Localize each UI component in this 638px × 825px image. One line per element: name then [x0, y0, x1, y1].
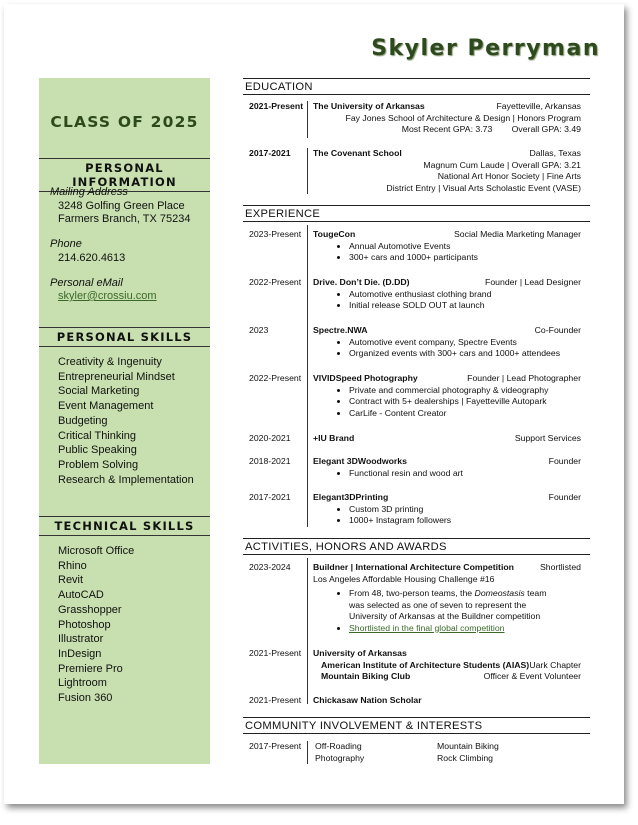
- list-item: Photoshop: [58, 618, 111, 631]
- role: Co-Founder: [534, 325, 581, 335]
- list-item: AutoCAD: [58, 589, 104, 602]
- interest-item: Off-Roading: [315, 741, 362, 751]
- interest-item: Photography: [315, 752, 365, 763]
- personal-skills-list: [58, 355, 194, 487]
- list-item: • Initial release SOLD OUT at launch: [349, 300, 581, 312]
- list-item: Fusion 360: [58, 692, 113, 705]
- education-detail: District Entry | Visual Arts Scholastic Event (VASE): [386, 182, 581, 193]
- education-detail: National Art Honor Society | Fine Arts: [437, 171, 581, 181]
- list-item: • CarLife - Content Creator: [349, 408, 581, 420]
- org-name: VIVIDSpeed Photography: [313, 373, 418, 383]
- activity-title: University of Arkansas: [313, 648, 407, 658]
- divider: [307, 101, 308, 138]
- email-label: Personal eMail: [50, 277, 123, 289]
- entry-date: 2023-2024: [249, 562, 291, 572]
- list-item: • Functional resin and wood art: [349, 468, 581, 480]
- address-line1: 3248 Golfing Green Place: [58, 200, 185, 212]
- entry-date: 2017-Present: [249, 741, 302, 751]
- list-item: Revit: [58, 574, 84, 587]
- sidebar: [39, 78, 210, 764]
- list-item: Problem Solving: [58, 458, 139, 471]
- school-location: Fayetteville, Arkansas: [496, 101, 581, 111]
- activity-role: Officer & Event Volunteer: [483, 671, 581, 681]
- list-item: • Organized events with 300+ cars and 1000+ attendees: [349, 348, 581, 360]
- experience-heading: EXPERIENCE: [243, 205, 590, 222]
- list-item: • 1000+ Instagram followers: [349, 515, 581, 527]
- education-detail: Fay Jones School of Architecture & Design | Honors Program: [345, 112, 581, 123]
- school-location: Dallas, Texas: [529, 148, 581, 158]
- activities-heading: ACTIVITIES, HONORS AND AWARDS: [243, 538, 590, 555]
- school-name: The Covenant School: [313, 148, 402, 158]
- list-item: InDesign: [58, 647, 102, 660]
- list-item: Critical Thinking: [58, 429, 137, 442]
- phone-number: 214.620.4613: [58, 252, 126, 264]
- interest-item: Rock Climbing: [437, 752, 494, 763]
- org-name: Drive. Don’t Die. (D.DD): [313, 277, 410, 287]
- list-item: • 300+ cars and 1000+ participants: [349, 252, 581, 264]
- personal-skills-heading: PERSONAL SKILLS: [39, 327, 210, 347]
- candidate-name: Skyler Perryman: [371, 36, 600, 61]
- entry-date: 2021-Present: [249, 695, 302, 705]
- entry-date: 2017-2021: [249, 148, 291, 158]
- bullet-text: team was selected as one of seven to represent the University of Arkansas at the Buildner competition: [349, 588, 547, 621]
- activities-divider: [307, 558, 308, 704]
- community-heading: COMMUNITY INVOLVEMENT & INTERESTS: [243, 717, 590, 734]
- role: Founder | Lead Designer: [485, 277, 581, 287]
- org-name: Elegant 3DWoodworks: [313, 456, 407, 466]
- entry-date: 2022-Present: [249, 277, 302, 287]
- list-item: • Contract with 5+ dealerships | Fayetteville Autopark: [349, 396, 581, 408]
- list-item: Premiere Pro: [58, 662, 123, 675]
- list-item: Budgeting: [58, 414, 108, 427]
- org-name: TougeCon: [313, 229, 356, 239]
- entry-date: 2020-2021: [249, 433, 291, 443]
- org-name: Elegant3DPrinting: [313, 492, 389, 502]
- activity-subtitle: American Institute of Architecture Students (AIAS): [321, 659, 530, 670]
- education-heading: EDUCATION: [243, 78, 590, 95]
- activity-subtitle: Mountain Biking Club: [321, 671, 411, 681]
- list-item: Microsoft Office: [58, 545, 135, 557]
- list-item: Research & Implementation: [58, 473, 194, 486]
- activity-status: Shortlisted: [539, 562, 581, 572]
- education-detail: Magnum Cum Laude | Overall GPA: 3.21: [423, 159, 581, 170]
- role: Founder: [548, 456, 581, 466]
- activity-title: Chickasaw Nation Scholar: [313, 695, 422, 705]
- list-item: Social Marketing: [58, 385, 140, 398]
- interest-item: Mountain Biking: [437, 741, 499, 751]
- class-title: CLASS OF 2025: [50, 113, 199, 131]
- entry-date: 2022-Present: [249, 373, 302, 383]
- list-item: • Automotive event company, Spectre Events: [349, 337, 581, 349]
- divider: [307, 741, 308, 764]
- shortlisted-link[interactable]: Shortlisted in the final global competition: [349, 622, 505, 633]
- entry-date: 2023-Present: [249, 229, 302, 239]
- activity-title: Buildner | International Architecture Competition: [313, 562, 514, 572]
- personal-info-heading: PERSONAL INFORMATION: [39, 158, 210, 192]
- list-item: • Annual Automotive Events: [349, 241, 581, 253]
- entry-date: 2021-Present: [249, 101, 304, 111]
- entry-date: 2017-2021: [249, 492, 291, 502]
- org-name: +IU Brand: [313, 433, 355, 443]
- entry-date: 2023: [249, 325, 269, 335]
- role: Founder | Lead Photographer: [467, 373, 581, 383]
- role: Founder: [548, 492, 581, 502]
- activity-subtitle: Los Angeles Affordable Housing Challenge #16: [313, 573, 495, 584]
- list-item: Rhino: [58, 559, 87, 572]
- school-name: The University of Arkansas: [313, 101, 425, 111]
- mailing-address-label: Mailing Address: [50, 186, 128, 198]
- list-item: • Automotive enthusiast clothing brand: [349, 289, 581, 301]
- phone-label: Phone: [50, 238, 82, 250]
- address-line2: Farmers Branch, TX 75234: [58, 213, 191, 225]
- list-item: Lightroom: [58, 677, 107, 690]
- email-link[interactable]: skyler@crossiu.com: [58, 290, 157, 302]
- role: Social Media Marketing Manager: [454, 229, 581, 239]
- technical-skills-list: [58, 544, 134, 706]
- list-item: • Private and commercial photography & videography: [349, 385, 581, 397]
- entry-date: 2021-Present: [249, 648, 302, 658]
- education-gpa: Most Recent GPA: 3.73 Overall GPA: 3.49: [401, 124, 581, 134]
- activity-role: Uark Chapter: [529, 659, 581, 670]
- list-item: Creativity & Ingenuity: [58, 356, 162, 368]
- team-name: Domeostasis: [474, 588, 525, 598]
- role: Support Services: [514, 433, 581, 443]
- bullet-text: From 48, two-person teams, the: [349, 588, 475, 598]
- list-item: Entrepreneurial Mindset: [58, 370, 175, 383]
- list-item: Illustrator: [58, 633, 104, 646]
- divider: [307, 148, 308, 194]
- technical-skills-heading: TECHNICAL SKILLS: [39, 516, 210, 536]
- list-item: Event Management: [58, 400, 154, 413]
- entry-date: 2018-2021: [249, 456, 291, 466]
- experience-divider: [307, 225, 308, 527]
- list-item: Public Speaking: [58, 444, 137, 457]
- org-name: Spectre.NWA: [313, 325, 368, 335]
- list-item: • Custom 3D printing: [349, 504, 581, 516]
- list-item: Grasshopper: [58, 603, 122, 616]
